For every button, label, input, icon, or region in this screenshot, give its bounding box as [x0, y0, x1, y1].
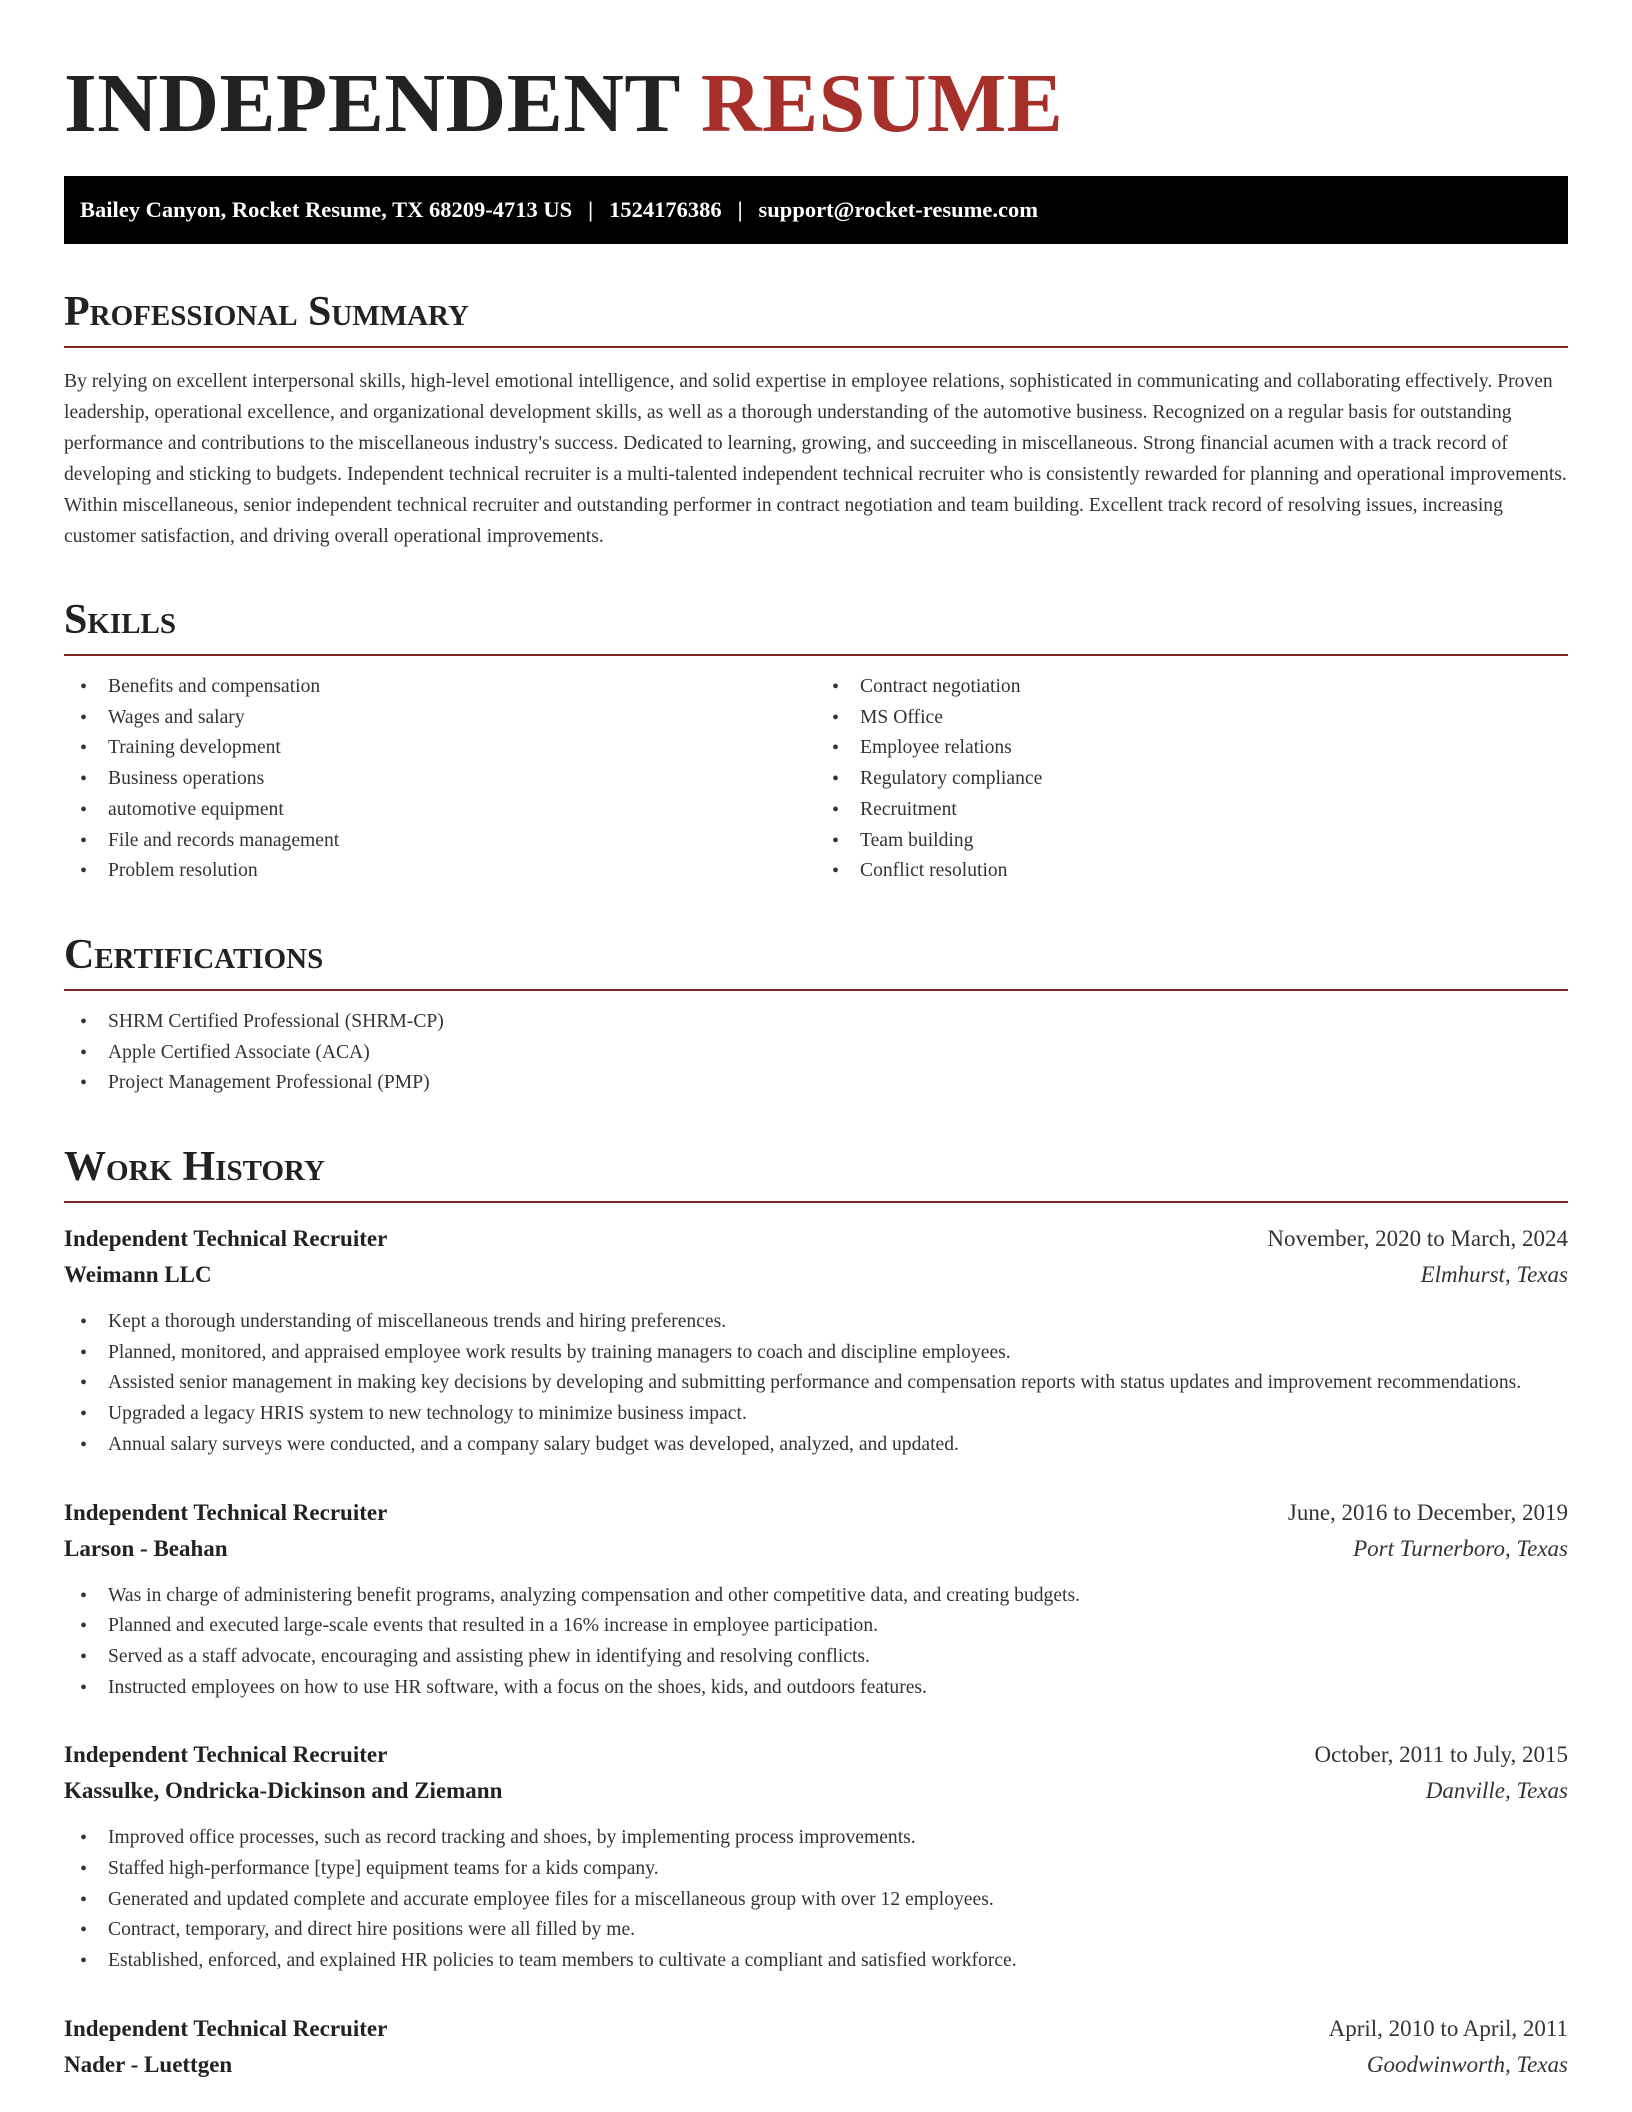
- contact-bar: [64, 176, 1568, 244]
- skill-item: • Regulatory compliance: [816, 764, 1568, 795]
- job-bullets: [64, 1307, 1568, 1461]
- name-first: INDEPENDENT: [64, 57, 680, 150]
- skill-item: • Employee relations: [816, 733, 1568, 764]
- job-entry: [64, 1495, 1568, 1704]
- job-dates: October, 2011 to July, 2015: [1314, 1742, 1568, 1768]
- job-bullet: • Contract, temporary, and direct hire positions were all filled by me.: [64, 1915, 1568, 1946]
- job-company: Nader - Luettgen: [64, 2051, 233, 2077]
- skill-item: • Team building: [816, 826, 1568, 857]
- job-dates: June, 2016 to December, 2019: [1287, 1499, 1568, 1525]
- job-bullet: • Staffed high-performance [type] equipment teams for a kids company.: [64, 1854, 1568, 1885]
- job-bullet: • Generated and updated complete and accurate employee files for a miscellaneous group with over 12 employees.: [64, 1885, 1568, 1916]
- contact-separator: |: [588, 197, 594, 222]
- certification-item: • SHRM Certified Professional (SHRM-CP): [64, 1007, 1568, 1038]
- section-title-skills: Skills: [64, 596, 1568, 656]
- job-location: Elmhurst, Texas: [1420, 1262, 1568, 1288]
- work-history-section: [64, 1143, 1568, 2083]
- section-title-summary: Professional Summary: [64, 288, 1568, 348]
- summary-text: By relying on excellent interpersonal skills, high-level emotional intelligence, and solid expertise in employee relations, sophisticated in communicating and collaborating effectively. Proven leadership, operational excellence, and organizational development skills, as well as a thorough understanding of the automotive business. Recognized on a regular basis for outstanding performance and contributions to the miscellaneous industry's success. Dedicated to learning, growing, and succeeding in miscellaneous. Strong financial acumen with a track record of developing and sticking to budgets. Independent technical recruiter is a multi-talented independent technical recruiter who is consistently rewarded for planning and operational improvements. Within miscellaneous, senior independent technical recruiter and outstanding performer in contract negotiation and team building. Excellent track record of resolving issues, increasing customer satisfaction, and driving overall operational improvements.: [64, 371, 1567, 547]
- skills-list-right: [816, 672, 1568, 887]
- summary-section: [64, 288, 1568, 552]
- job-bullet: • Improved office processes, such as record tracking and shoes, by implementing process improvements.: [64, 1823, 1568, 1854]
- job-bullet: • Established, enforced, and explained HR policies to team members to cultivate a compliant and satisfied workforce.: [64, 1946, 1568, 1977]
- section-title-certifications: Certifications: [64, 931, 1568, 991]
- job-bullet: • Planned and executed large-scale events that resulted in a 16% increase in employee participation.: [64, 1611, 1568, 1642]
- job-bullet: • Upgraded a legacy HRIS system to new technology to minimize business impact.: [64, 1399, 1568, 1430]
- job-company: Larson - Beahan: [64, 1535, 228, 1561]
- job-title: Independent Technical Recruiter: [64, 1742, 388, 1768]
- section-title-work-history: Work History: [64, 1143, 1568, 1203]
- certification-item: • Project Management Professional (PMP): [64, 1068, 1568, 1099]
- job-location: Port Turnerboro, Texas: [1353, 1535, 1568, 1561]
- job-bullets: [64, 1823, 1568, 1977]
- skill-item: • automotive equipment: [64, 795, 816, 826]
- job-entry: [64, 1221, 1568, 1461]
- job-bullet: • Kept a thorough understanding of miscellaneous trends and hiring preferences.: [64, 1307, 1568, 1338]
- resume-name: [64, 57, 1568, 150]
- job-bullets: [64, 1581, 1568, 1704]
- skills-section: [64, 596, 1568, 887]
- job-company: Weimann LLC: [64, 1262, 212, 1288]
- certifications-list: [64, 1007, 1568, 1099]
- skill-item: • Conflict resolution: [816, 856, 1568, 887]
- skill-item: • Problem resolution: [64, 856, 816, 887]
- job-location: Danville, Texas: [1425, 1778, 1568, 1804]
- skill-item: • Benefits and compensation: [64, 672, 816, 703]
- contact-address: Bailey Canyon, Rocket Resume, TX 68209-4713 US: [80, 197, 573, 222]
- job-title: Independent Technical Recruiter: [64, 1499, 388, 1525]
- skill-item: • Wages and salary: [64, 703, 816, 734]
- job-bullet: • Was in charge of administering benefit programs, analyzing compensation and other competitive data, and creating budgets.: [64, 1581, 1568, 1612]
- skill-item: • Business operations: [64, 764, 816, 795]
- job-bullet: • Instructed employees on how to use HR software, with a focus on the shoes, kids, and outdoors features.: [64, 1673, 1568, 1704]
- contact-email: support@rocket-resume.com: [758, 197, 1038, 222]
- job-location: Goodwinworth, Texas: [1366, 2051, 1568, 2077]
- job-title: Independent Technical Recruiter: [64, 1226, 388, 1252]
- job-dates: November, 2020 to March, 2024: [1267, 1226, 1568, 1252]
- skill-item: • Contract negotiation: [816, 672, 1568, 703]
- job-bullet: • Planned, monitored, and appraised employee work results by training managers to coach and discipline employees.: [64, 1338, 1568, 1369]
- name-last: RESUME: [700, 57, 1064, 150]
- job-bullet: • Assisted senior management in making key decisions by developing and submitting performance and compensation reports with status updates and improvement recommendations.: [64, 1368, 1568, 1399]
- skill-item: • Recruitment: [816, 795, 1568, 826]
- skills-grid: [64, 672, 1568, 887]
- job-title: Independent Technical Recruiter: [64, 2015, 388, 2041]
- skill-item: • Training development: [64, 733, 816, 764]
- skills-list-left: [64, 672, 816, 887]
- certification-item: • Apple Certified Associate (ACA): [64, 1038, 1568, 1069]
- job-bullet: • Annual salary surveys were conducted, and a company salary budget was developed, analyzed, and updated.: [64, 1430, 1568, 1461]
- contact-separator: |: [737, 197, 743, 222]
- job-entry: [64, 2011, 1568, 2083]
- skill-item: • File and records management: [64, 826, 816, 857]
- certifications-section: [64, 931, 1568, 1099]
- contact-phone: 1524176386: [609, 197, 722, 222]
- skill-item: • MS Office: [816, 703, 1568, 734]
- job-bullet: • Served as a staff advocate, encouraging and assisting phew in identifying and resolving conflicts.: [64, 1642, 1568, 1673]
- job-company: Kassulke, Ondricka-Dickinson and Ziemann: [64, 1778, 503, 1804]
- job-dates: April, 2010 to April, 2011: [1328, 2015, 1568, 2041]
- job-entry: [64, 1737, 1568, 1977]
